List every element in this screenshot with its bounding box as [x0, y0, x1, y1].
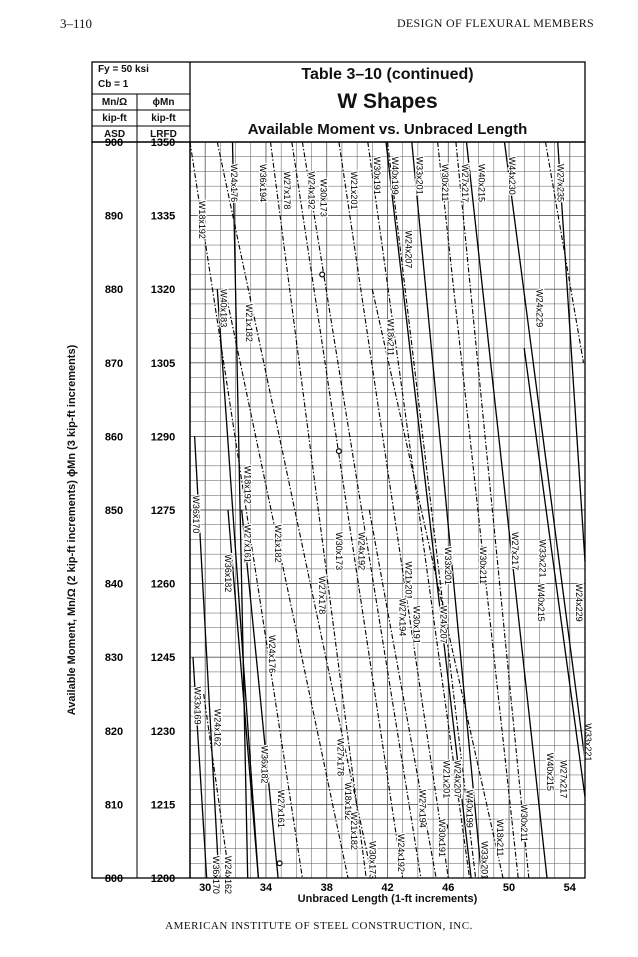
series-label: W24x207 — [452, 760, 463, 799]
series-label: W24x176 — [266, 635, 277, 674]
series-label: W36x194 — [257, 164, 268, 203]
x-tick-label: 50 — [502, 882, 516, 894]
series-label: W21x201 — [403, 561, 414, 600]
series-label: W24x192 — [356, 532, 367, 571]
series-label: W30x173 — [367, 841, 378, 880]
series-label: W40x183 — [218, 289, 229, 328]
series-label: W36x170 — [210, 855, 221, 894]
series-label: W21x182 — [349, 811, 360, 850]
data-point-marker — [336, 449, 341, 454]
series-label: W24x207 — [403, 230, 414, 269]
series-label: W27x235 — [555, 164, 566, 203]
x-tick-label: 46 — [442, 882, 455, 894]
y-tick-label-asd: 810 — [104, 799, 124, 812]
y-tick-label-asd: 900 — [104, 137, 124, 149]
col1-symbol: Mn/Ω — [101, 97, 128, 108]
series-label: W27x178 — [335, 738, 346, 777]
series-label: W18x192 — [342, 782, 353, 821]
y-tick-label-lrfd: 1320 — [150, 284, 176, 297]
series-label: W30x211 — [478, 546, 489, 585]
y-tick-label-lrfd: 1275 — [150, 505, 176, 517]
series-label: W21x201 — [441, 760, 452, 799]
series-label: W27x178 — [282, 171, 293, 210]
series-label: W27x194 — [417, 789, 428, 828]
y-tick-label-lrfd: 1215 — [150, 799, 176, 812]
y-tick-label-asd: 830 — [104, 652, 124, 665]
x-tick-label: 42 — [381, 882, 394, 894]
series-label: W27x217 — [459, 164, 470, 203]
data-point-marker — [277, 861, 282, 866]
y-tick-label-lrfd: 1350 — [150, 137, 176, 149]
series-label: W33x221 — [582, 723, 593, 762]
series-label: W30x211 — [440, 164, 451, 202]
x-axis-label: Unbraced Length (1-ft increments) — [297, 893, 478, 905]
y-tick-label-asd: 870 — [104, 357, 124, 370]
y-tick-label-lrfd: 1200 — [150, 873, 176, 885]
series-label: W30x211 — [519, 804, 530, 842]
y-tick-label-asd: 800 — [104, 873, 124, 885]
series-label: W40x199 — [390, 156, 401, 195]
table-shape: W Shapes — [337, 90, 438, 113]
y-tick-label-asd: 850 — [104, 505, 124, 517]
series-label: W24x229 — [534, 289, 545, 328]
running-head: DESIGN OF FLEXURAL MEMBERS — [396, 16, 594, 30]
y-tick-label-lrfd: 1245 — [150, 652, 176, 665]
y-tick-label-asd: 840 — [104, 578, 124, 591]
y-tick-label-asd: 880 — [104, 284, 124, 297]
table-title: Table 3–10 (continued) — [301, 66, 474, 83]
series-label: W40x215 — [476, 164, 487, 203]
series-label: W33x201 — [414, 156, 425, 195]
series-label: W27x178 — [317, 576, 328, 615]
series-label: W21x182 — [273, 524, 284, 563]
series-label: W40x215 — [545, 752, 556, 791]
series-label: W36x182 — [259, 745, 270, 784]
series-label: W27x217 — [510, 532, 521, 571]
page-number: 3–110 — [60, 16, 93, 31]
series-label: W24x229 — [573, 583, 584, 622]
y-tick-label-lrfd: 1290 — [150, 431, 176, 444]
y-tick-label-lrfd: 1305 — [150, 357, 176, 370]
series-label: W33x201 — [443, 546, 454, 585]
data-point-marker — [320, 272, 325, 277]
cb-label: Cb = 1 — [98, 79, 129, 90]
x-tick-label: 54 — [563, 882, 576, 894]
series-label: W27x161 — [242, 524, 253, 563]
series-label: W30x173 — [333, 532, 344, 571]
series-label: W33x201 — [479, 841, 490, 880]
fy-label: Fy = 50 ksi — [98, 64, 149, 75]
series-label: W30x191 — [371, 156, 382, 195]
series-label: W24x192 — [306, 171, 317, 210]
series-label: W21x182 — [244, 303, 255, 342]
series-label: W33x221 — [537, 539, 548, 578]
series-label: W18x192 — [197, 200, 208, 239]
series-label: W18x192 — [242, 465, 253, 504]
y-tick-label-lrfd: 1335 — [150, 210, 176, 223]
series-line-w24x229 — [555, 142, 585, 562]
series-label: W33x169 — [192, 686, 203, 725]
series-label: W24x176 — [229, 164, 240, 203]
page-footer: AMERICAN INSTITUTE OF STEEL CONSTRUCTION, INC. — [165, 920, 473, 932]
series-label: W30x191 — [437, 819, 448, 858]
series-label: W18x211 — [494, 819, 505, 857]
series-label: W27x161 — [276, 789, 287, 828]
series-label: W24x162 — [212, 708, 223, 747]
series-label: W44x230 — [506, 156, 517, 195]
series-label: W24x162 — [222, 855, 233, 894]
series-label: W24x192 — [396, 833, 407, 872]
x-tick-label: 38 — [320, 882, 333, 894]
series-label: W40x215 — [535, 583, 546, 622]
y-tick-label-asd: 860 — [104, 431, 124, 444]
series-label: W18x211 — [385, 318, 396, 356]
series-label: W24x207 — [438, 605, 449, 644]
series-label: W40x199 — [464, 789, 475, 828]
y-tick-label-asd: 820 — [104, 725, 124, 738]
series-label: W27x194 — [397, 598, 408, 637]
x-tick-label: 34 — [259, 882, 273, 894]
x-tick-label: 30 — [199, 882, 212, 894]
series-label: W30x173 — [318, 178, 329, 217]
col2-unit: kip-ft — [151, 113, 176, 124]
col2-method: LRFD — [150, 129, 177, 140]
table-subtitle: Available Moment vs. Unbraced Length — [247, 121, 528, 138]
y-tick-label-lrfd: 1260 — [150, 578, 176, 591]
series-label: W30x191 — [411, 605, 422, 644]
series-label: W21x201 — [348, 171, 359, 210]
y-tick-label-lrfd: 1230 — [150, 725, 176, 738]
y-tick-label-asd: 890 — [104, 210, 124, 223]
series-label: W36x182 — [222, 554, 233, 593]
col1-unit: kip-ft — [102, 113, 127, 124]
series-label: W27x217 — [558, 760, 569, 799]
col2-symbol: ϕMn — [152, 97, 175, 108]
y-axis-label: Available Moment, Mn/Ω (2 kip-ft increments) ϕMn (3 kip-ft increments) — [66, 344, 78, 716]
col1-method: ASD — [103, 129, 126, 140]
series-label: W36x170 — [191, 495, 202, 534]
